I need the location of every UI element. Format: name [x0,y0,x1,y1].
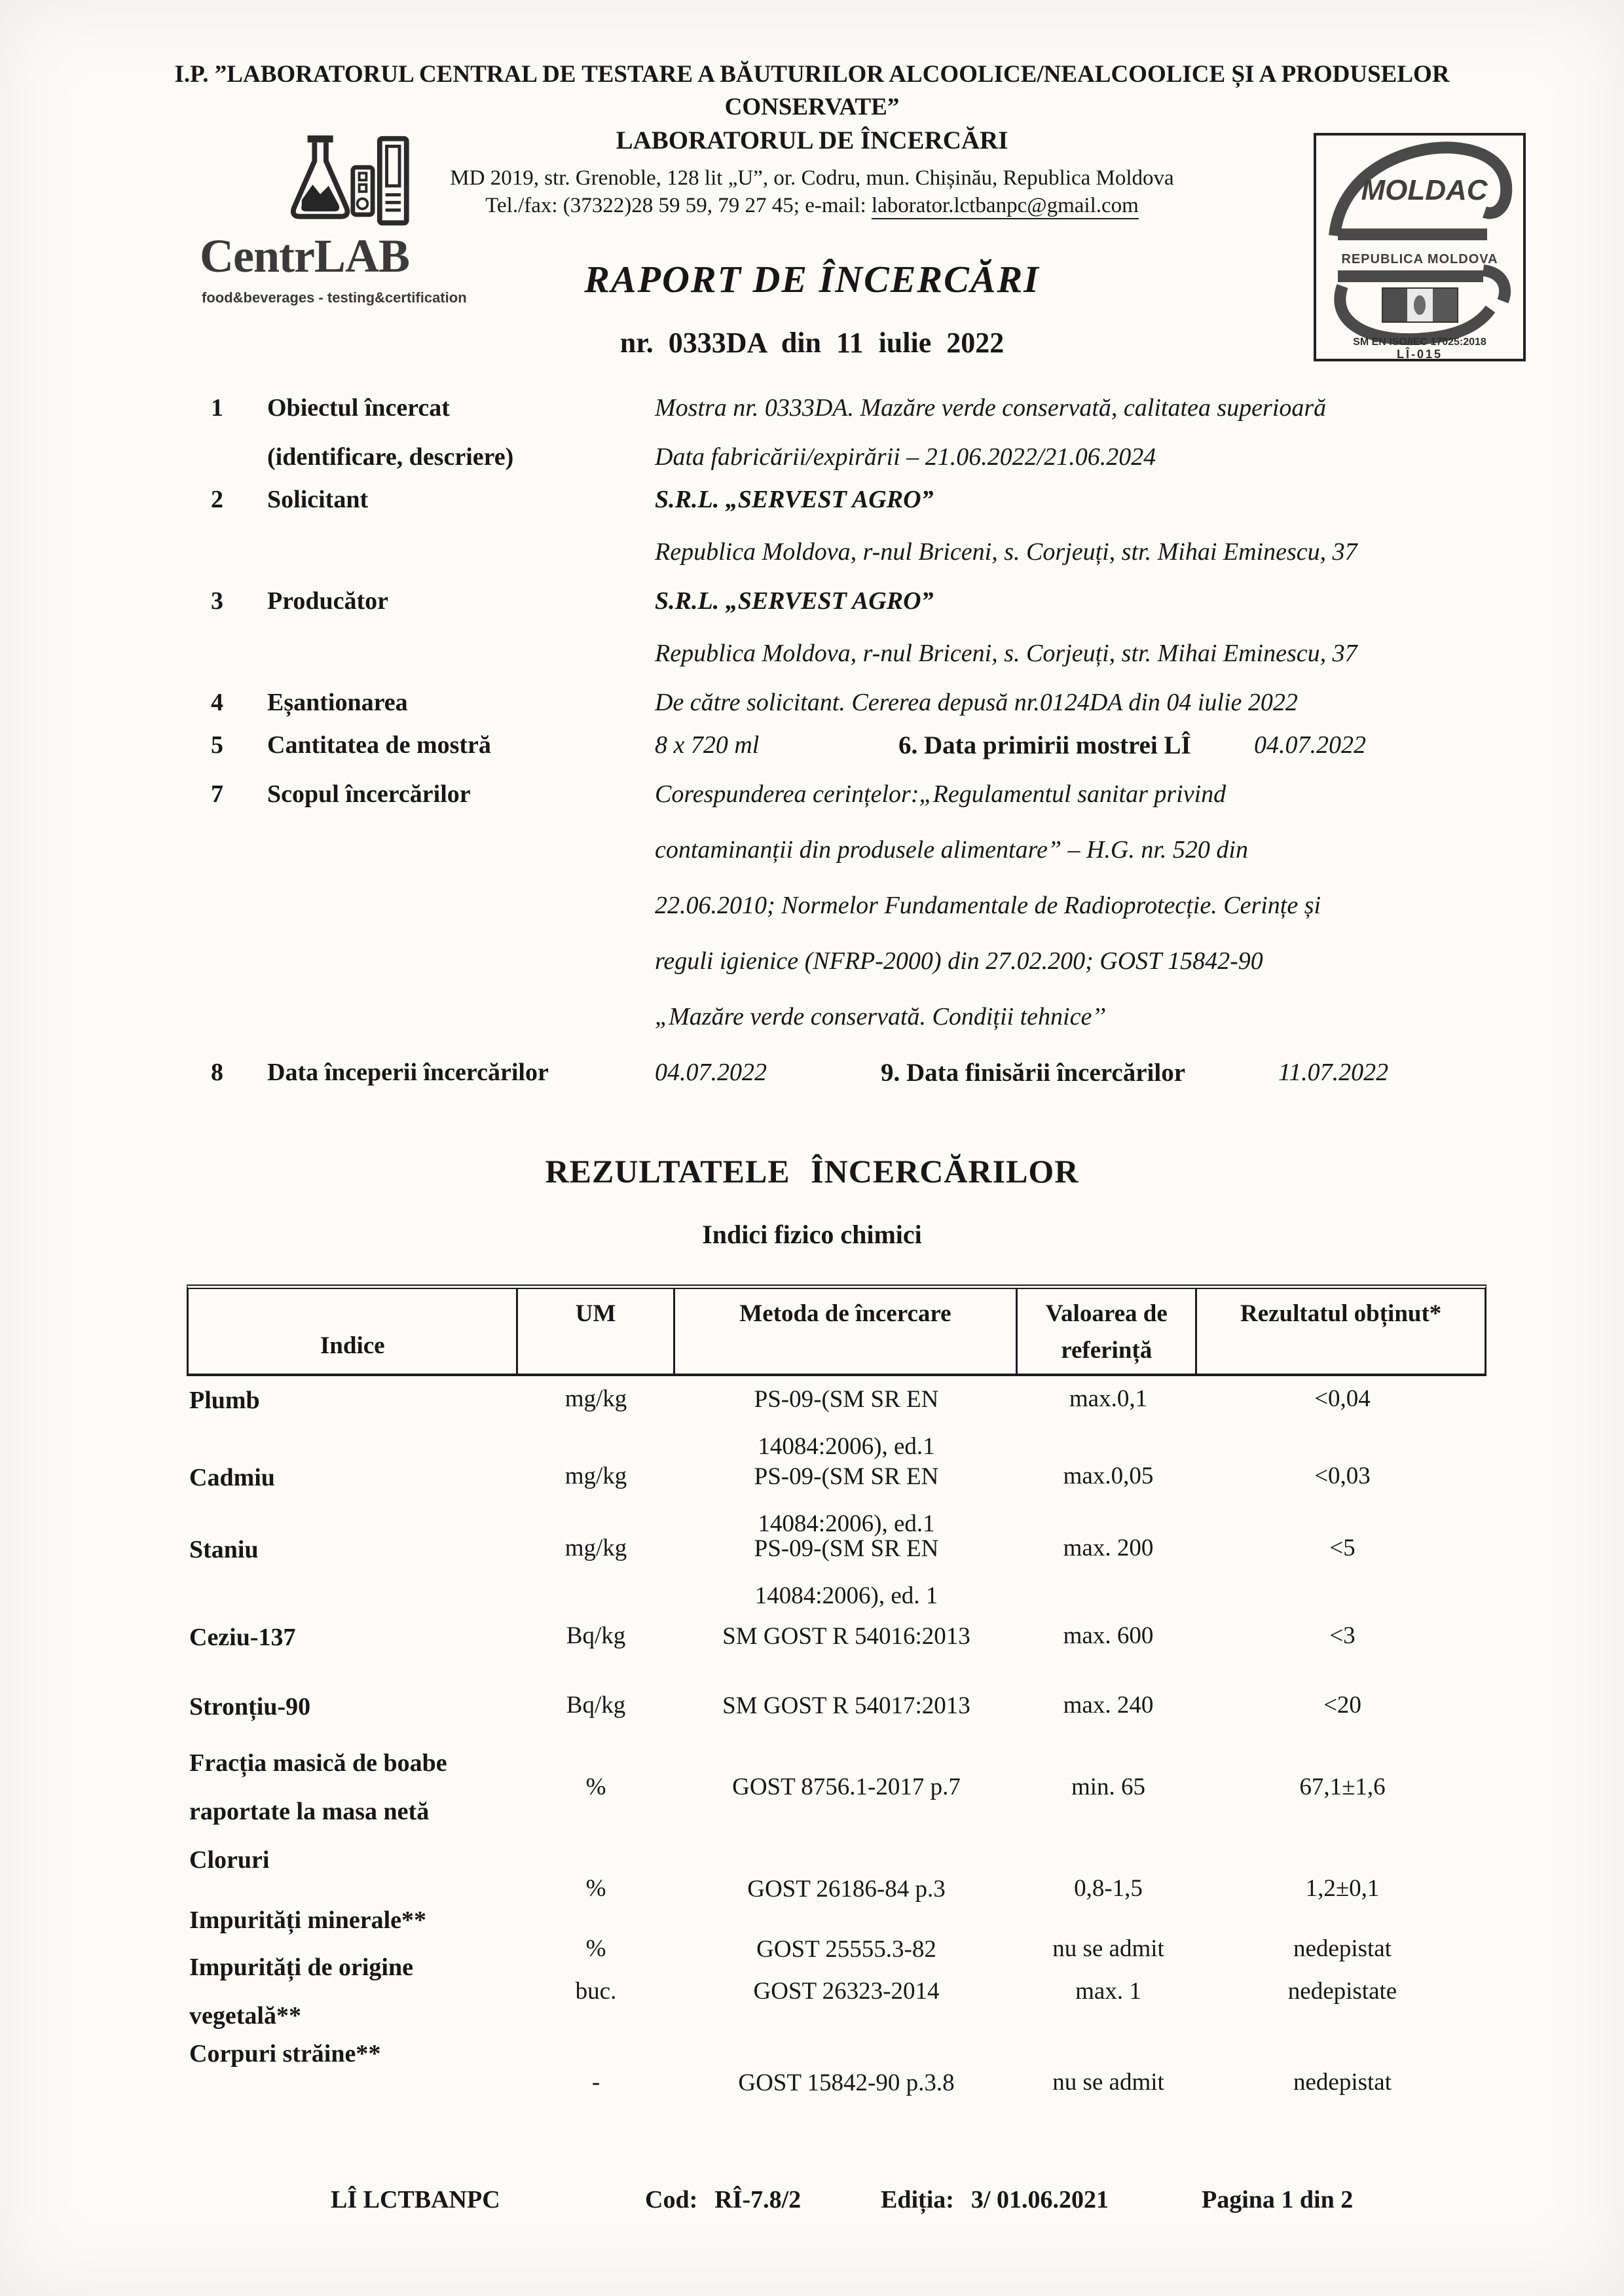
item-row-scopul-continuare [0,1002,1624,1036]
cell-um: % [585,1935,606,1962]
cell-indice-line: raportate la masa netă [189,1798,430,1825]
cell-indice: Impurități minerale** [189,1906,427,1934]
item-label: (identificare, descriere) [267,443,514,471]
item-value: De către solicitant. Cererea depusă nr.0124DA din 04 iulie 2022 [655,689,1298,716]
item-row-data-inceperii [0,1058,1624,1092]
table-row-cloruri [187,1836,1486,1903]
cell-metoda-line: GOST 26186-84 p.3 [747,1876,946,1903]
footer-cod [645,2185,801,2214]
table-row-strontiu [187,1672,1486,1739]
column-header-valoarea-line2: referință [1061,1337,1153,1364]
org-name-line-2: CONSERVATE” [724,94,900,120]
item-label: Producător [267,587,389,615]
column-header-valoarea [1018,1289,1197,1374]
contact-prefix: Tel./fax: (37322)28 59 59, 79 27 45; e-mail: [485,194,872,217]
report-number-line: nr. 0333DA din 11 iulie 2022 [619,327,1005,359]
cell-metoda [674,1968,1018,2015]
item-label: Cantitatea de mostră [267,731,491,759]
cell-um: mg/kg [564,1385,627,1412]
item-row-identificare [0,443,1624,477]
flask-icon [275,132,423,234]
footer-doc-code: LÎ LCTBANPC [331,2186,500,2214]
centrlab-logo-name: CentrLAB [200,230,409,282]
item-label: Eșantionarea [267,689,408,716]
cell-rezultat: <3 [1329,1622,1356,1649]
moldac-country: REPUBLICA MOLDOVA [1341,252,1498,266]
item-number: 8 [211,1059,223,1086]
cell-metoda-line: SM GOST R 54016:2013 [722,1623,970,1650]
moldac-standard: SM EN ISO/IEC 17025:2018 [1353,337,1486,348]
cell-um: % [585,1774,606,1800]
address-line: MD 2019, str. Grenoble, 128 lit „U”, or. Codru, mun. Chișinău, Republica Moldova [450,166,1174,190]
item-row-cantitatea [0,731,1624,765]
report-title: RAPORT DE ÎNCERCĂRI [584,258,1040,301]
column-header-um: UM [518,1289,674,1374]
cell-rezultat: <0,03 [1314,1463,1371,1489]
cell-metoda-line: PS-09-(SM SR EN [754,1535,939,1562]
cell-indice-line: Impurități de origine [189,1954,413,1981]
email-link: laborator.lctbanpc@gmail.com [872,194,1139,219]
cell-valoare: min. 65 [1071,1774,1146,1800]
cell-metoda [674,1525,1018,1620]
cell-um: Bq/kg [566,1692,626,1719]
cell-rezultat: <5 [1329,1535,1356,1561]
cell-valoare: max. 600 [1063,1622,1154,1649]
cell-um: mg/kg [564,1535,627,1561]
item-value: S.R.L. „SERVEST AGRO” [655,587,934,615]
item-row-scopul [0,780,1624,814]
cell-um: mg/kg [564,1463,627,1489]
item-row-scopul-continuare [0,947,1624,981]
cell-valoare: max. 240 [1063,1692,1154,1719]
lab-name: LABORATORUL DE ÎNCERCĂRI [616,126,1008,155]
item-value: Republica Moldova, r-nul Briceni, s. Corjeuți, str. Mihai Eminescu, 37 [655,538,1357,566]
item-value: reguli igienice (NFRP-2000) din 27.02.200; GOST 15842-90 [655,947,1263,975]
cell-indice: Corpuri străine** [189,2040,381,2068]
cell-metoda [674,1764,1018,1811]
cell-metoda-line: 14084:2006), ed.1 [758,1510,935,1537]
item-value: „Mazăre verde conservată. Condiții tehnice’’ [655,1003,1106,1030]
cell-rezultat: 1,2±0,1 [1305,1875,1380,1902]
item-number: 2 [211,486,223,513]
item-value-data-finisarii: 11.07.2022 [1278,1059,1389,1086]
item-row-scopul-continuare [0,835,1624,869]
cell-um: - [591,2069,600,2096]
cell-rezultat: <20 [1323,1692,1361,1719]
flask-liquid [301,185,339,211]
item-row-scopul-continuare [0,891,1624,925]
cell-metoda [674,1683,1018,1730]
results-table [187,1285,1486,2096]
item-value: Corespunderea cerințelor:„Regulamentul sanitar privind [655,780,1227,808]
cell-metoda [674,1613,1018,1660]
item-row-producator-adresa [0,639,1624,673]
column-header-indice: Indice [189,1289,518,1374]
column-header-metoda: Metoda de încercare [675,1289,1018,1374]
footer-editie-label: Ediția: [881,2186,954,2214]
item-label: Obiectul încercat [267,394,450,422]
cell-valoare: 0,8-1,5 [1074,1875,1143,1902]
cell-indice: Ceziu-137 [189,1624,296,1651]
table-row-cadmiu [187,1453,1486,1537]
column-header-rezultat: Rezultatul obținut* [1240,1300,1442,1327]
item-label: Solicitant [267,486,369,513]
item-row-solicitant [0,485,1624,519]
item-row-solicitant-adresa [0,538,1624,572]
table-header-row [187,1285,1486,1376]
cell-valoare: max.0,05 [1063,1463,1154,1489]
cell-um: buc. [575,1978,617,2005]
item-label-data-primirii: 6. Data primirii mostrei LÎ [898,731,1191,759]
item-label: Data începerii încercărilor [267,1059,549,1086]
cell-valoare: max. 1 [1075,1978,1141,2005]
cell-metoda-line: GOST 15842-90 p.3.8 [738,2069,955,2096]
item-value: S.R.L. „SERVEST AGRO” [655,486,934,513]
cell-metoda-line: 14084:2006), ed.1 [758,1433,935,1460]
item-row-obiectul [0,393,1624,428]
item-row-producator [0,587,1624,621]
item-value: 8 x 720 ml [655,731,760,759]
results-subtitle: Indici fizico chimici [702,1220,922,1249]
cell-metoda-line: GOST 26323-2014 [753,1978,940,2005]
item-value: contaminanții din produsele alimentare” – H.G. nr. 520 din [655,836,1248,864]
cell-indice: Plumb [189,1387,260,1414]
item-value: Republica Moldova, r-nul Briceni, s. Corjeuți, str. Mihai Eminescu, 37 [655,640,1357,667]
item-value: Data fabricării/expirării – 21.06.2022/21.06.2024 [655,443,1156,471]
cell-metoda [674,2030,1018,2107]
column-header-valoarea-line1: Valoarea de [1045,1300,1168,1327]
cell-metoda-line: PS-09-(SM SR EN [754,1386,939,1413]
moldac-name: MOLDAC [1361,174,1488,206]
item-number: 5 [211,731,223,759]
cell-rezultat: <0,04 [1314,1385,1371,1412]
cell-rezultat: nedepistate [1287,1978,1397,2005]
item-value: 22.06.2010; Normelor Fundamentale de Radioprotecție. Cerințe și [655,892,1321,919]
cell-indice: Cadmiu [189,1464,275,1491]
item-label: Scopul încercărilor [267,780,471,808]
cell-metoda-line: GOST 25555.3-82 [756,1936,936,1963]
cell-metoda-line: 14084:2006), ed. 1 [754,1582,938,1609]
cell-metoda-line: GOST 8756.1-2017 p.7 [732,1774,961,1800]
table-body [187,1376,1486,2096]
cell-rezultat: nedepistat [1293,1935,1392,1962]
footer-editie-value: 3/ 01.06.2021 [970,2186,1109,2214]
cell-metoda-line: SM GOST R 54017:2013 [722,1692,970,1719]
cell-indice-line: vegetală** [189,2002,301,2030]
table-row-fractia-masica [187,1739,1486,1836]
cell-valoare: nu se admit [1052,2069,1164,2096]
cell-rezultat: 67,1±1,6 [1299,1774,1386,1800]
cell-valoare: max.0,1 [1069,1385,1148,1412]
cell-um: Bq/kg [566,1622,626,1649]
cell-indice: Staniu [189,1536,259,1563]
item-number: 4 [211,689,223,716]
results-title: REZULTATELE ÎNCERCĂRILOR [545,1153,1079,1190]
org-name-line-1: I.P. ”LABORATORUL CENTRAL DE TESTARE A BĂUTURILOR ALCOOLICE/NEALCOOLICE ȘI A PRODUSELOR [174,61,1450,88]
table-row-staniu [187,1525,1486,1609]
cell-valoare: max. 200 [1063,1535,1154,1561]
table-row-ceziu [187,1605,1486,1672]
centrlab-logo-tagline: food&beverages - testing&certification [202,289,467,306]
cell-um: % [585,1875,606,1902]
footer-cod-value: RÎ-7.8/2 [714,2186,802,2214]
cell-indice: Stronțiu-90 [189,1693,311,1721]
footer-cod-label: Cod: [645,2186,698,2214]
footer-editie [881,2185,1109,2214]
footer-page-number: Pagina 1 din 2 [1202,2186,1354,2214]
item-number: 1 [211,394,223,422]
item-row-esantionarea [0,688,1624,722]
table-row-corpuri-straine [187,2030,1486,2096]
cell-rezultat: nedepistat [1293,2069,1392,2096]
cell-indice-line: Fracția masică de boabe [189,1749,447,1777]
item-label-data-finisarii: 9. Data finisării încercărilor [881,1059,1186,1087]
item-value: Mostra nr. 0333DA. Mazăre verde conservată, calitatea superioară [655,394,1327,422]
item-number: 3 [211,587,223,615]
item-value-data-primirii: 04.07.2022 [1254,731,1366,759]
cell-indice: Cloruri [189,1846,270,1874]
cell-valoare: nu se admit [1052,1935,1164,1962]
cell-metoda-line: PS-09-(SM SR EN [754,1463,939,1490]
moldac-code: LÎ-015 [1396,348,1443,361]
item-value: 04.07.2022 [655,1059,767,1086]
table-row-plumb [187,1376,1486,1460]
item-number: 7 [211,780,223,808]
cell-metoda [674,1896,1018,1973]
